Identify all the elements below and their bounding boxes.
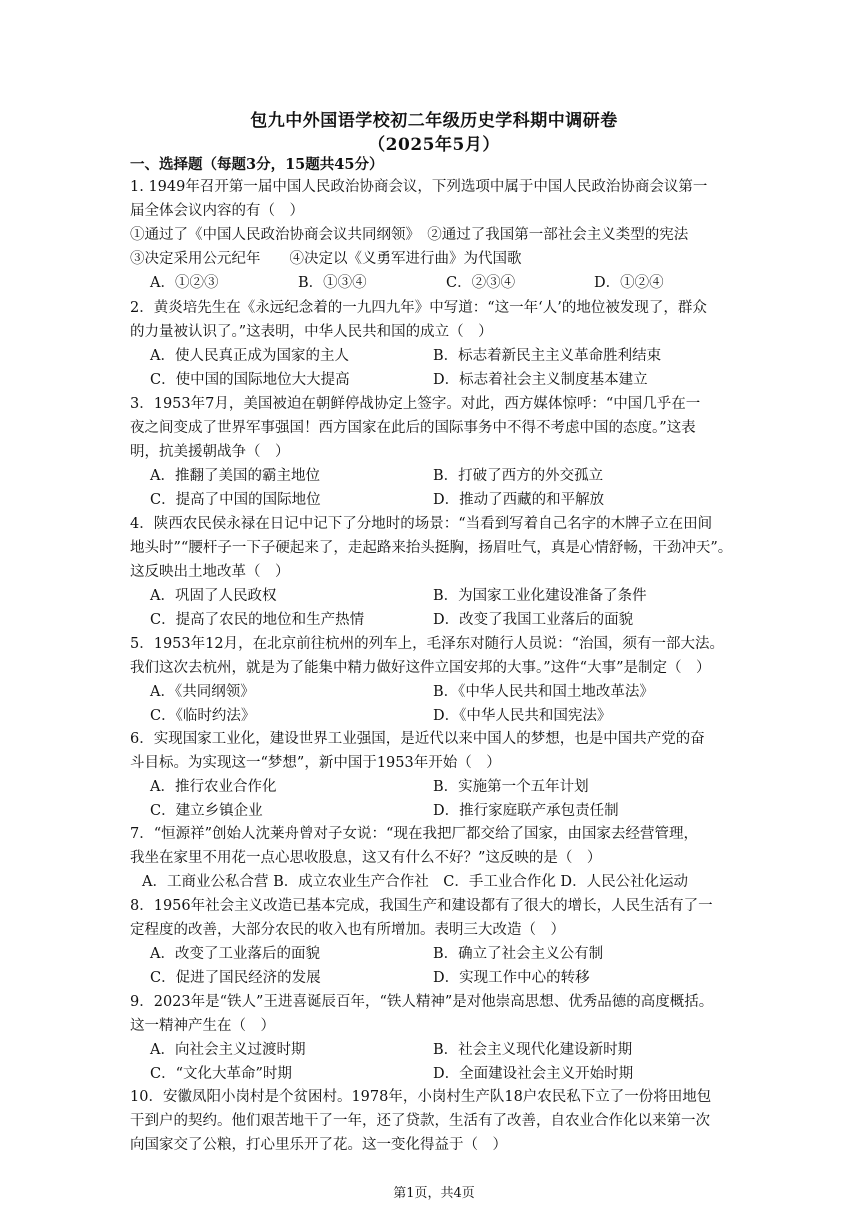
options-row (130, 704, 742, 728)
option-b[interactable]: B．确立了社会主义公有制 (433, 946, 604, 962)
question-stem: 4．陕西农民侯永禄在日记中记下了分地时的场景：“当看到写着自己名字的木牌子立在田间 (130, 516, 713, 532)
question-5 (130, 632, 742, 728)
question-statement: ③决定采用公元纪年 ④决定以《义勇军进行曲》为代国歌 (130, 251, 522, 267)
question-stem: 定程度的改善，大部分农民的收入也有所增加。表明三大改造（ ） (130, 922, 565, 938)
page-number: 第1页，共4页 (393, 1186, 475, 1201)
option-c[interactable]: C．《临时约法》 (150, 708, 256, 724)
question-9 (130, 990, 742, 1086)
option-b[interactable]: B．实施第一个五年计划 (433, 779, 589, 795)
option-d[interactable]: D．推动了西藏的和平解放 (433, 492, 605, 508)
option-d[interactable]: D．全面建设社会主义开始时期 (433, 1066, 634, 1082)
options-row (130, 584, 742, 608)
option-c[interactable]: C．提高了农民的地位和生产热情 (150, 612, 365, 628)
exam-date: （2025年5月） (368, 135, 500, 155)
option-c[interactable]: C．提高了中国的国际地位 (150, 492, 321, 508)
options-row (130, 368, 742, 392)
question-stem: 向国家交了公粮，打心里乐开了花。这一变化得益于（ ） (130, 1137, 507, 1153)
option-c[interactable]: C．建立乡镇企业 (150, 803, 263, 819)
options-row (130, 1062, 742, 1086)
option-a[interactable]: A．《共同纲领》 (150, 684, 255, 700)
option-c[interactable]: C．使中国的国际地位大大提高 (150, 372, 350, 388)
question-stem: 8．1956年社会主义改造已基本完成，我国生产和建设都有了很大的增长，人民生活有了一 (130, 898, 713, 914)
option-d[interactable]: D．①②④ (594, 275, 664, 291)
options-row (130, 271, 742, 295)
option-b[interactable]: B．打破了西方的外交孤立 (433, 468, 604, 484)
question-10 (130, 1085, 742, 1157)
option-d[interactable]: D．推行家庭联产承包责任制 (433, 803, 619, 819)
options-row (130, 942, 742, 966)
section-heading: 一、选择题（每题3分，15题共45分） (130, 156, 384, 173)
question-stem: 10．安徽凤阳小岗村是个贫困村。1978年，小岗村生产队18户农民私下立了一份将田地包 (130, 1089, 712, 1105)
option-a[interactable]: A．巩固了人民政权 (150, 588, 277, 604)
question-stem: 1. 1949年召开第一届中国人民政治协商会议，下列选项中属于中国人民政治协商会议第一 (130, 179, 708, 195)
options-row (130, 799, 742, 823)
options-row (130, 608, 742, 632)
option-c[interactable]: C．②③④ (446, 275, 516, 291)
option-a[interactable]: A．向社会主义过渡时期 (150, 1042, 306, 1058)
question-stem: 这一精神产生在（ ） (130, 1018, 275, 1034)
question-stem: 这反映出土地改革（ ） (130, 564, 290, 580)
question-4 (130, 512, 742, 632)
option-d[interactable]: D．标志着社会主义制度基本建立 (433, 372, 648, 388)
question-3 (130, 392, 742, 512)
options-row (130, 488, 742, 512)
option-d[interactable]: D．实现工作中心的转移 (433, 970, 590, 986)
question-stem: 5．1953年12月，在北京前往杭州的列车上，毛泽东对随行人员说：“治国，须有一部大法。 (130, 636, 724, 652)
option-b[interactable]: B．为国家工业化建设准备了条件 (433, 588, 647, 604)
question-stem: 干到户的契约。他们艰苦地干了一年，还了贷款，生活有了改善，自农业合作化以来第一次 (130, 1113, 710, 1129)
question-stem: 9．2023年是“铁人”王进喜诞辰百年，“铁人精神”是对他崇高思想、优秀品德的高度概括。 (130, 994, 714, 1010)
option-b[interactable]: B．①③④ (298, 275, 367, 291)
option-d[interactable]: D．《中华人民共和国宪法》 (433, 708, 612, 724)
question-7 (130, 822, 742, 894)
option-a[interactable]: A．使人民真正成为国家的主人 (150, 348, 349, 364)
question-stem: 斗目标。为实现这一“梦想”，新中国于1953年开始（ ） (130, 755, 501, 771)
option-a[interactable]: A．①②③ (150, 275, 219, 291)
options-inline[interactable]: A．工商业公私合营 B．成立农业生产合作社 C．手工业合作化 D．人民公社化运动 (142, 874, 689, 890)
option-b[interactable]: B．《中华人民共和国土地改革法》 (433, 684, 654, 700)
question-8 (130, 894, 742, 990)
options-row (130, 966, 742, 990)
question-stem: 地头时”“腰杆子一下子硬起来了，走起路来抬头挺胸，扬眉吐气，真是心情舒畅，干劲冲天”。 (130, 540, 733, 556)
option-b[interactable]: B．标志着新民主主义革命胜利结束 (433, 348, 662, 364)
question-stem: 明，抗美援朝战争（ ） (130, 444, 290, 460)
option-a[interactable]: A．推翻了美国的霸主地位 (150, 468, 320, 484)
question-stem: 我们这次去杭州，就是为了能集中精力做好这件立国安邦的大事。”这件“大事”是制定（ ） (130, 660, 711, 676)
options-row (130, 1038, 742, 1062)
question-6 (130, 727, 742, 823)
question-stem: 我坐在家里不用花一点心思收股息，这又有什么不好？”这反映的是（ ） (130, 850, 602, 866)
option-d[interactable]: D．改变了我国工业落后的面貌 (433, 612, 634, 628)
options-row (130, 344, 742, 368)
question-stem: 3．1953年7月，美国被迫在朝鲜停战协定上签字。对此，西方媒体惊呼：“中国几乎在一 (130, 396, 701, 412)
option-c[interactable]: C．促进了国民经济的发展 (150, 970, 321, 986)
options-row (130, 775, 742, 799)
option-a[interactable]: A．改变了工业落后的面貌 (150, 946, 320, 962)
question-stem: 的力量被认识了。”这表明，中华人民共和国的成立（ ） (130, 324, 493, 340)
question-stem: 6．实现国家工业化，建设世界工业强国，是近代以来中国人的梦想，也是中国共产党的奋 (130, 731, 705, 747)
option-c[interactable]: C．“文化大革命”时期 (150, 1066, 292, 1082)
question-2 (130, 296, 742, 392)
question-stem: 7．“恒源祥”创始人沈莱舟曾对子女说：“现在我把厂都交给了国家，由国家去经营管理， (130, 826, 698, 842)
question-1 (130, 175, 742, 295)
exam-title: 包九中外国语学校初二年级历史学科期中调研卷 (250, 111, 618, 131)
question-stem: 2．黄炎培先生在《永远纪念着的一九四九年》中写道：“这一年‘人’的地位被发现了，群众 (130, 300, 707, 316)
options-row (130, 680, 742, 704)
question-stem: 夜之间变成了世界军事强国！西方国家在此后的国际事务中不得不考虑中国的态度。”这表 (130, 420, 696, 436)
option-b[interactable]: B．社会主义现代化建设新时期 (433, 1042, 633, 1058)
question-statement: ①通过了《中国人民政治协商会议共同纲领》 ②通过了我国第一部社会主义类型的宪法 (130, 227, 689, 243)
options-row (130, 464, 742, 488)
question-stem: 届全体会议内容的有（ ） (130, 203, 304, 219)
option-a[interactable]: A．推行农业合作化 (150, 779, 277, 795)
